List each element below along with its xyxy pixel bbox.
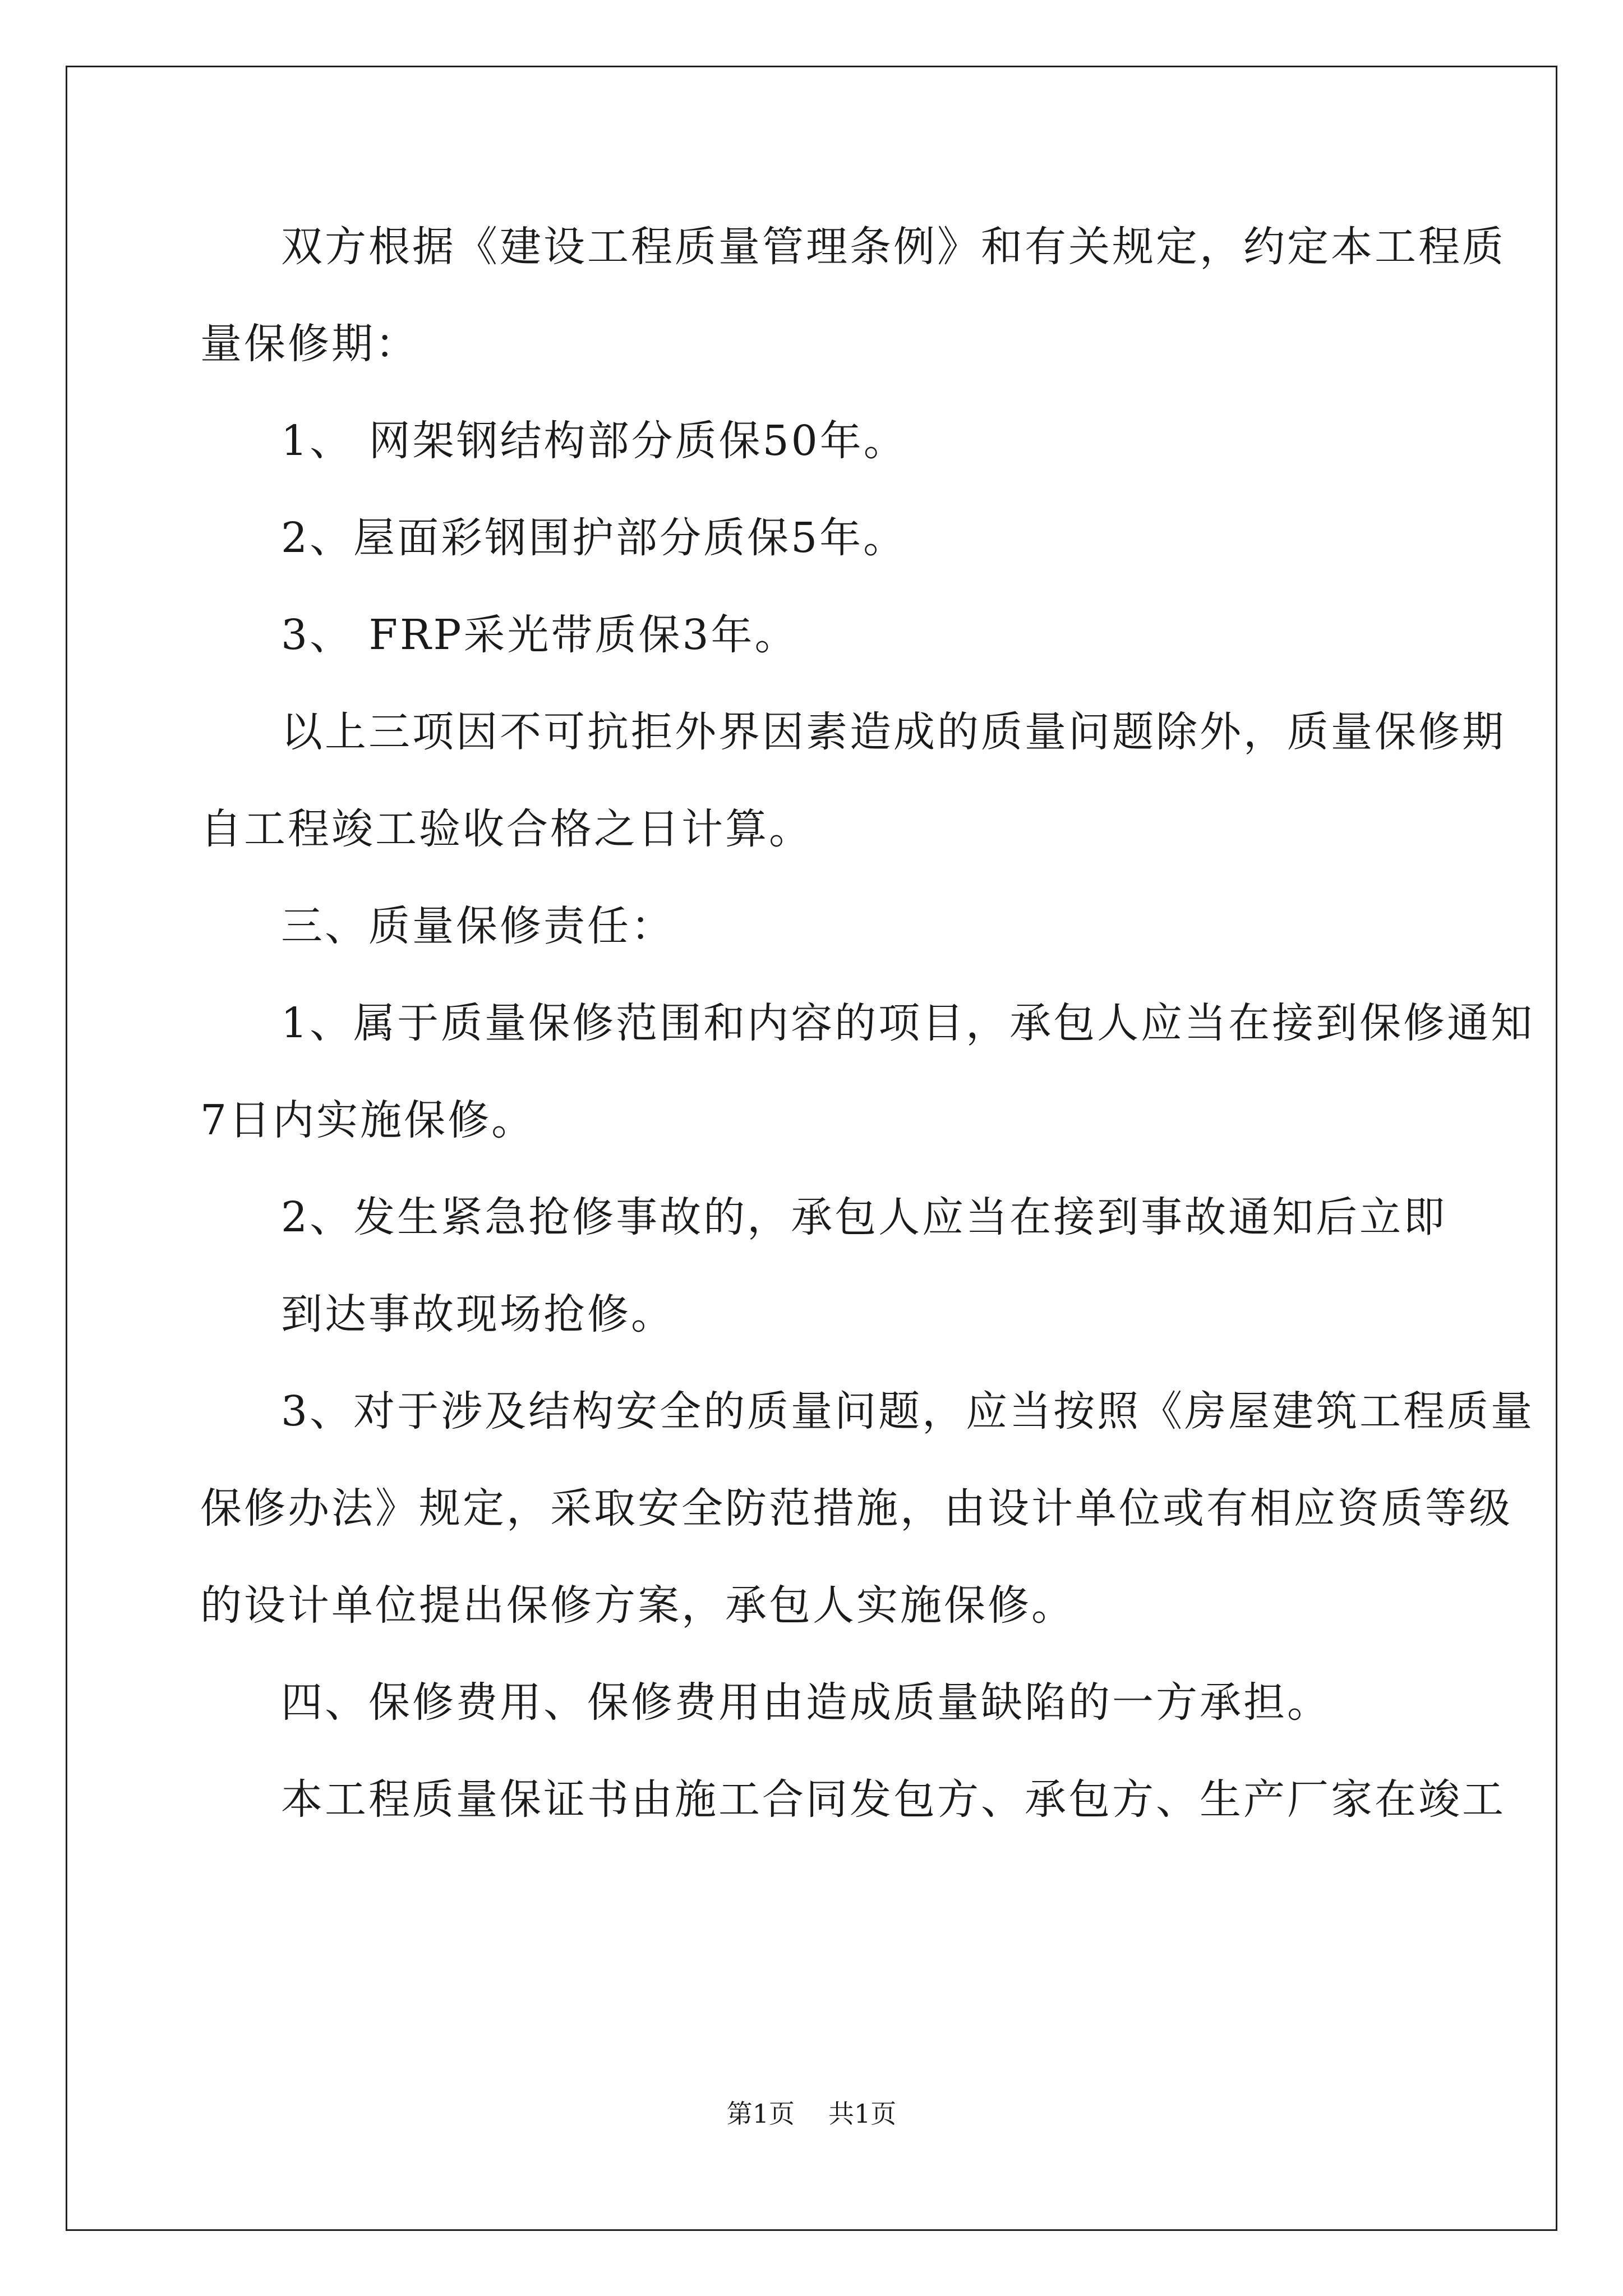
paragraph-line: 量保修期：	[200, 320, 419, 368]
paragraph-line: 双方根据《建设工程质量管理条例》和有关规定，约定本工程质	[281, 223, 1506, 271]
paragraph-line: 保修办法》规定，采取安全防范措施，由设计单位或有相应资质等级	[200, 1484, 1513, 1533]
list-item: 1、 网架钢结构部分质保50年。	[281, 417, 907, 465]
list-item: 2、屋面彩钢围护部分质保5年。	[281, 514, 907, 562]
paragraph-line: 的设计单位提出保修方案，承包人实施保修。	[200, 1581, 1075, 1630]
paragraph-line: 以上三项因不可抗拒外界因素造成的质量问题除外，质量保修期	[281, 708, 1506, 756]
paragraph-line: 7日内实施保修。	[200, 1096, 536, 1144]
page-footer	[0, 2097, 1623, 2131]
list-item: 3、对于涉及结构安全的质量问题，应当按照《房屋建筑工程质量	[281, 1387, 1535, 1435]
section-heading: 四、保修费用、保修费用由造成质量缺陷的一方承担。	[281, 1678, 1331, 1727]
list-item: 1、属于质量保修范围和内容的项目，承包人应当在接到保修通知	[281, 999, 1535, 1047]
page-number: 第1页	[726, 2099, 795, 2129]
paragraph-line: 自工程竣工验收合格之日计算。	[200, 805, 813, 853]
paragraph-line: 本工程质量保证书由施工合同发包方、承包方、生产厂家在竣工	[281, 1775, 1506, 1824]
paragraph-line: 到达事故现场抢修。	[281, 1290, 675, 1338]
page-total: 共1页	[828, 2099, 897, 2129]
section-heading: 三、质量保修责任：	[281, 902, 675, 950]
list-item: 3、 FRP采光带质保3年。	[281, 611, 799, 659]
list-item: 2、发生紧急抢修事故的，承包人应当在接到事故通知后立即	[281, 1193, 1447, 1241]
